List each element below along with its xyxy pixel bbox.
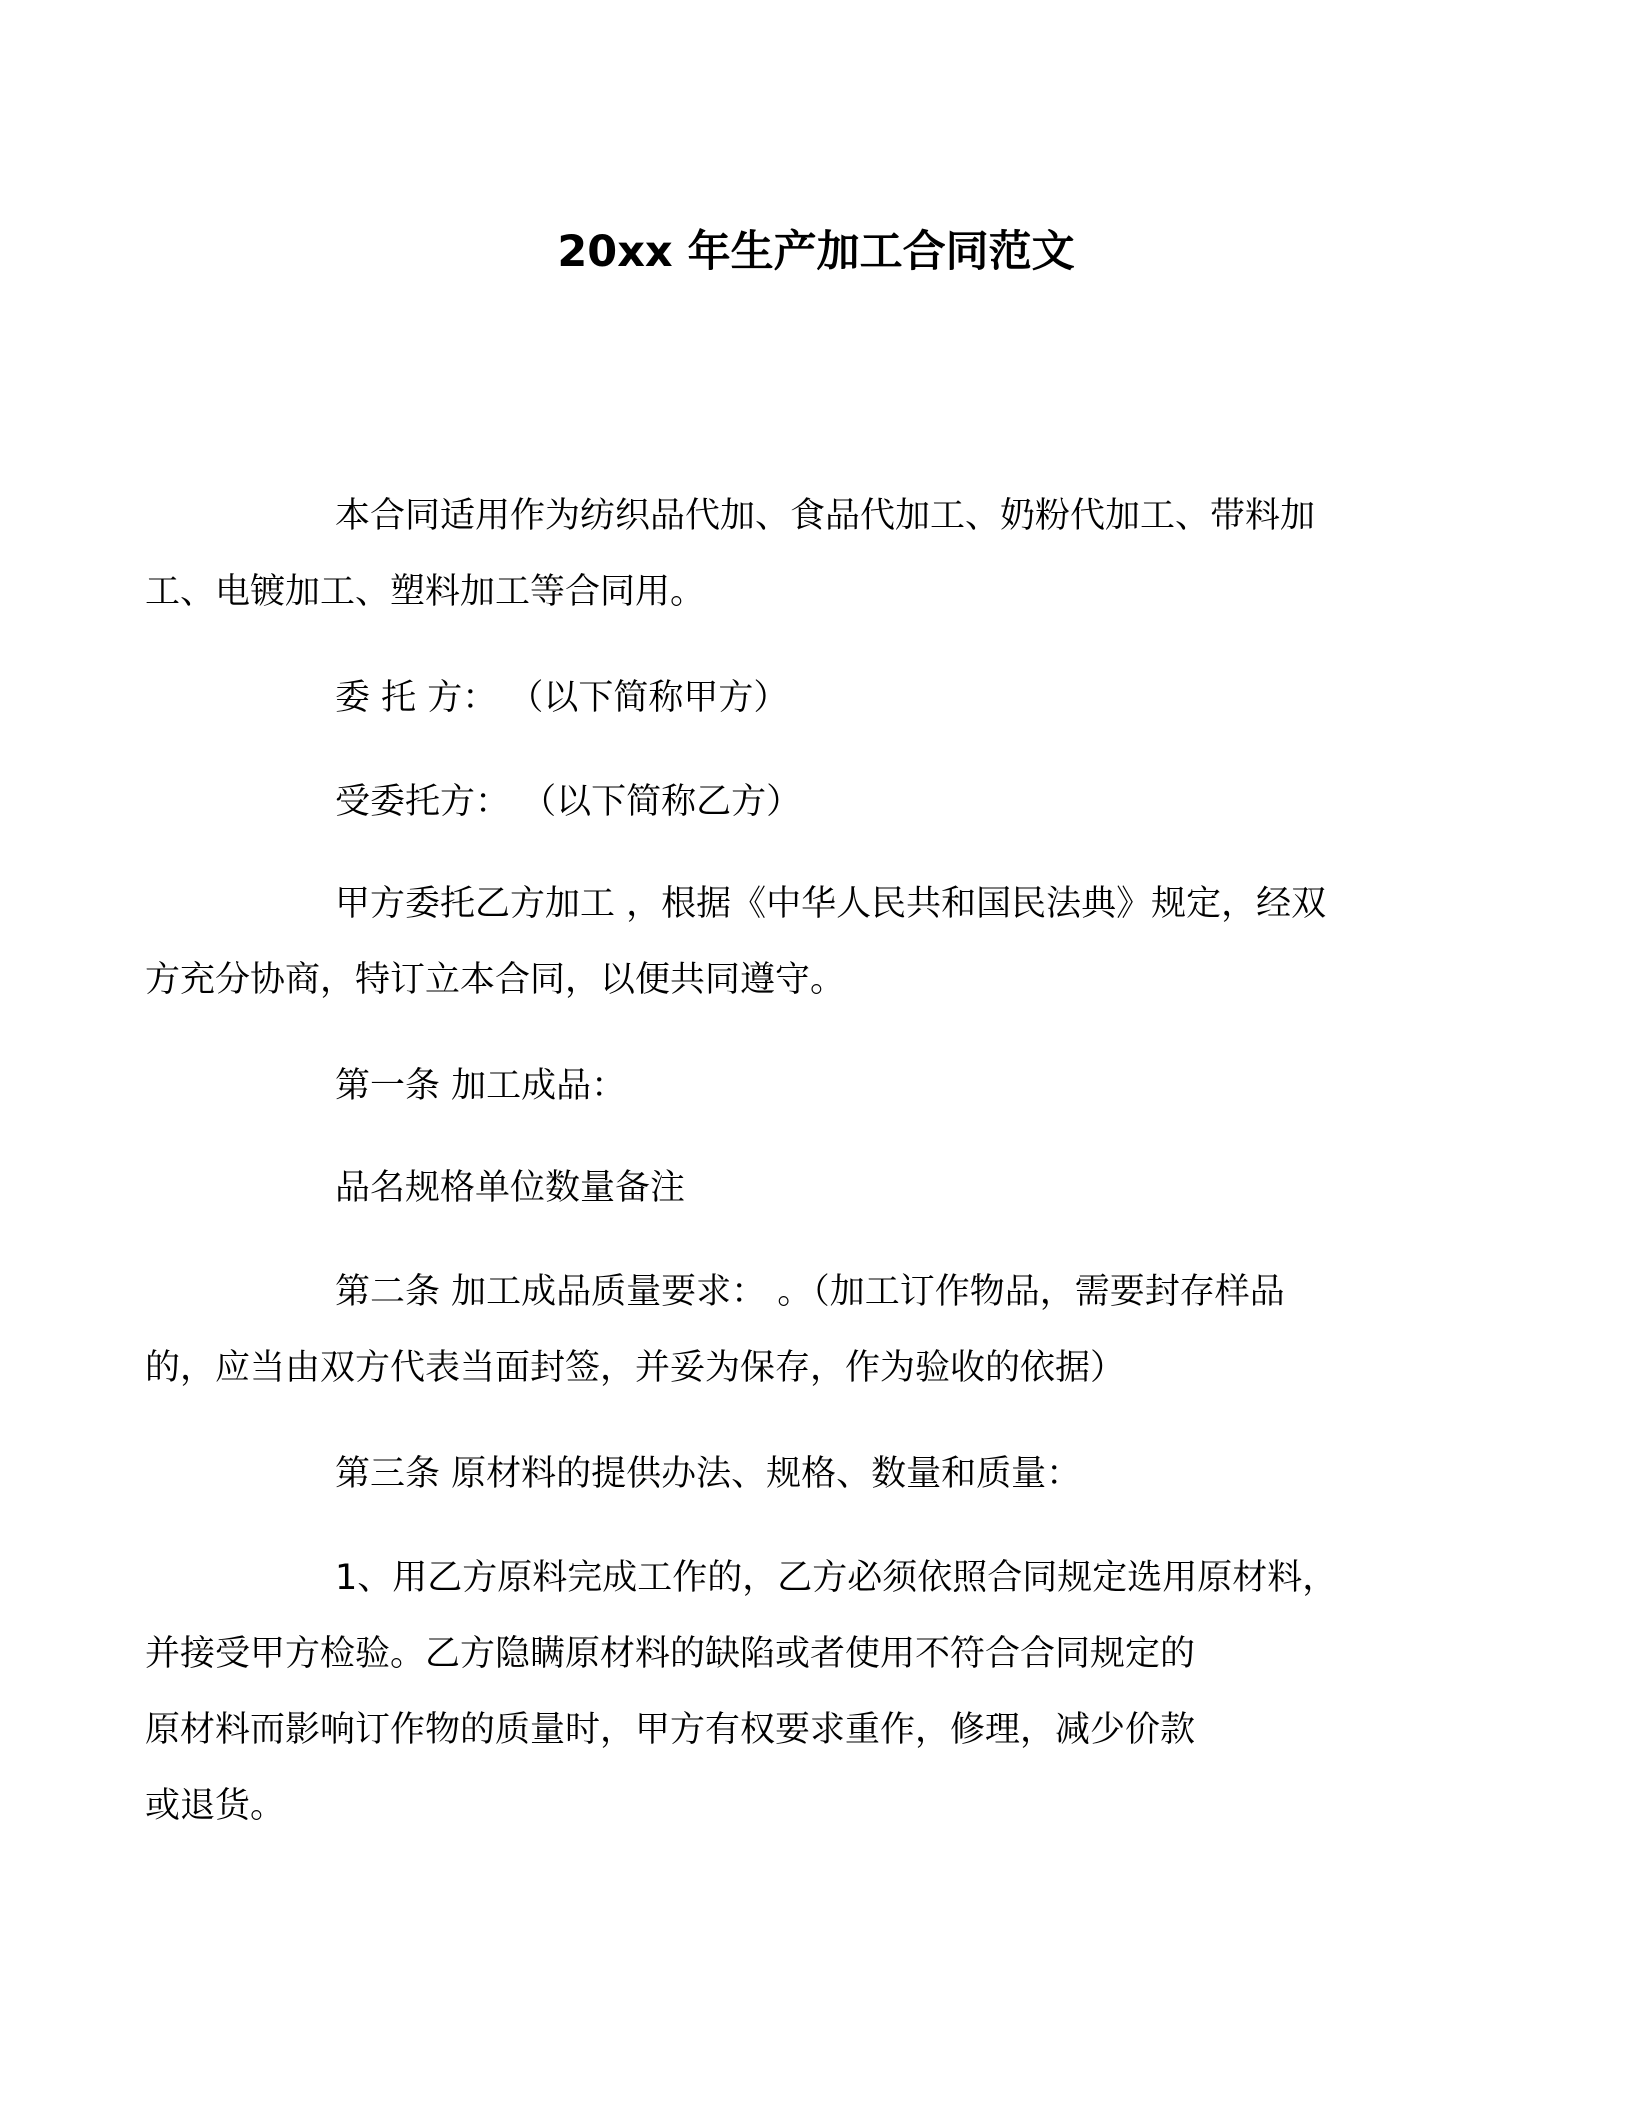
paragraph-party-a <box>240 660 1390 736</box>
paragraph-line: 工、电镀加工、塑料加工等合同用。 <box>145 572 706 612</box>
paragraph-line: 甲方委托乙方加工 ，根据《中华人民共和国民法典》规定，经双 <box>335 884 1327 924</box>
paragraph-party-b <box>240 764 1390 840</box>
paragraph-article-1 <box>240 1048 1390 1124</box>
paragraph-clause-1 <box>145 1540 1390 1844</box>
paragraph-line: 品名规格单位数量备注 <box>335 1168 686 1208</box>
document-title: 20xx 年生产加工合同范文 <box>557 227 1075 277</box>
paragraph-line: 第三条 原材料的提供办法、规格、数量和质量： <box>335 1454 1082 1494</box>
paragraph-agreement <box>145 866 1390 1018</box>
paragraph-scope <box>145 478 1390 630</box>
paragraph-line: 本合同适用作为纺织品代加、食品代加工、奶粉代加工、带料加 <box>335 496 1316 536</box>
paragraph-product-columns <box>240 1150 1390 1226</box>
paragraph-line: 的，应当由双方代表当面封签，并妥为保存，作为验收的依据） <box>145 1348 1126 1388</box>
paragraph-line: 或退货。 <box>145 1786 286 1826</box>
paragraph-article-2 <box>145 1254 1390 1406</box>
paragraph-article-3 <box>240 1436 1390 1512</box>
paragraph-line: 第一条 加工成品： <box>335 1066 627 1106</box>
paragraph-line: 受委托方： （以下简称乙方） <box>335 782 802 822</box>
paragraph-line: 第二条 加工成品质量要求： 。（加工订作物品，需要封存样品 <box>335 1272 1285 1312</box>
paragraph-line: 并接受甲方检验。乙方隐瞒原材料的缺陷或者使用不符合合同规定的 <box>145 1634 1196 1674</box>
paragraph-line: 原材料而影响订作物的质量时，甲方有权要求重作，修理，减少价款 <box>145 1710 1196 1750</box>
paragraph-line: 1、用乙方原料完成工作的，乙方必须依照合同规定选用原材料， <box>335 1558 1338 1598</box>
paragraph-line: 方充分协商，特订立本合同，以便共同遵守。 <box>145 960 846 1000</box>
paragraph-line: 委 托 方： （以下简称甲方） <box>335 678 789 718</box>
